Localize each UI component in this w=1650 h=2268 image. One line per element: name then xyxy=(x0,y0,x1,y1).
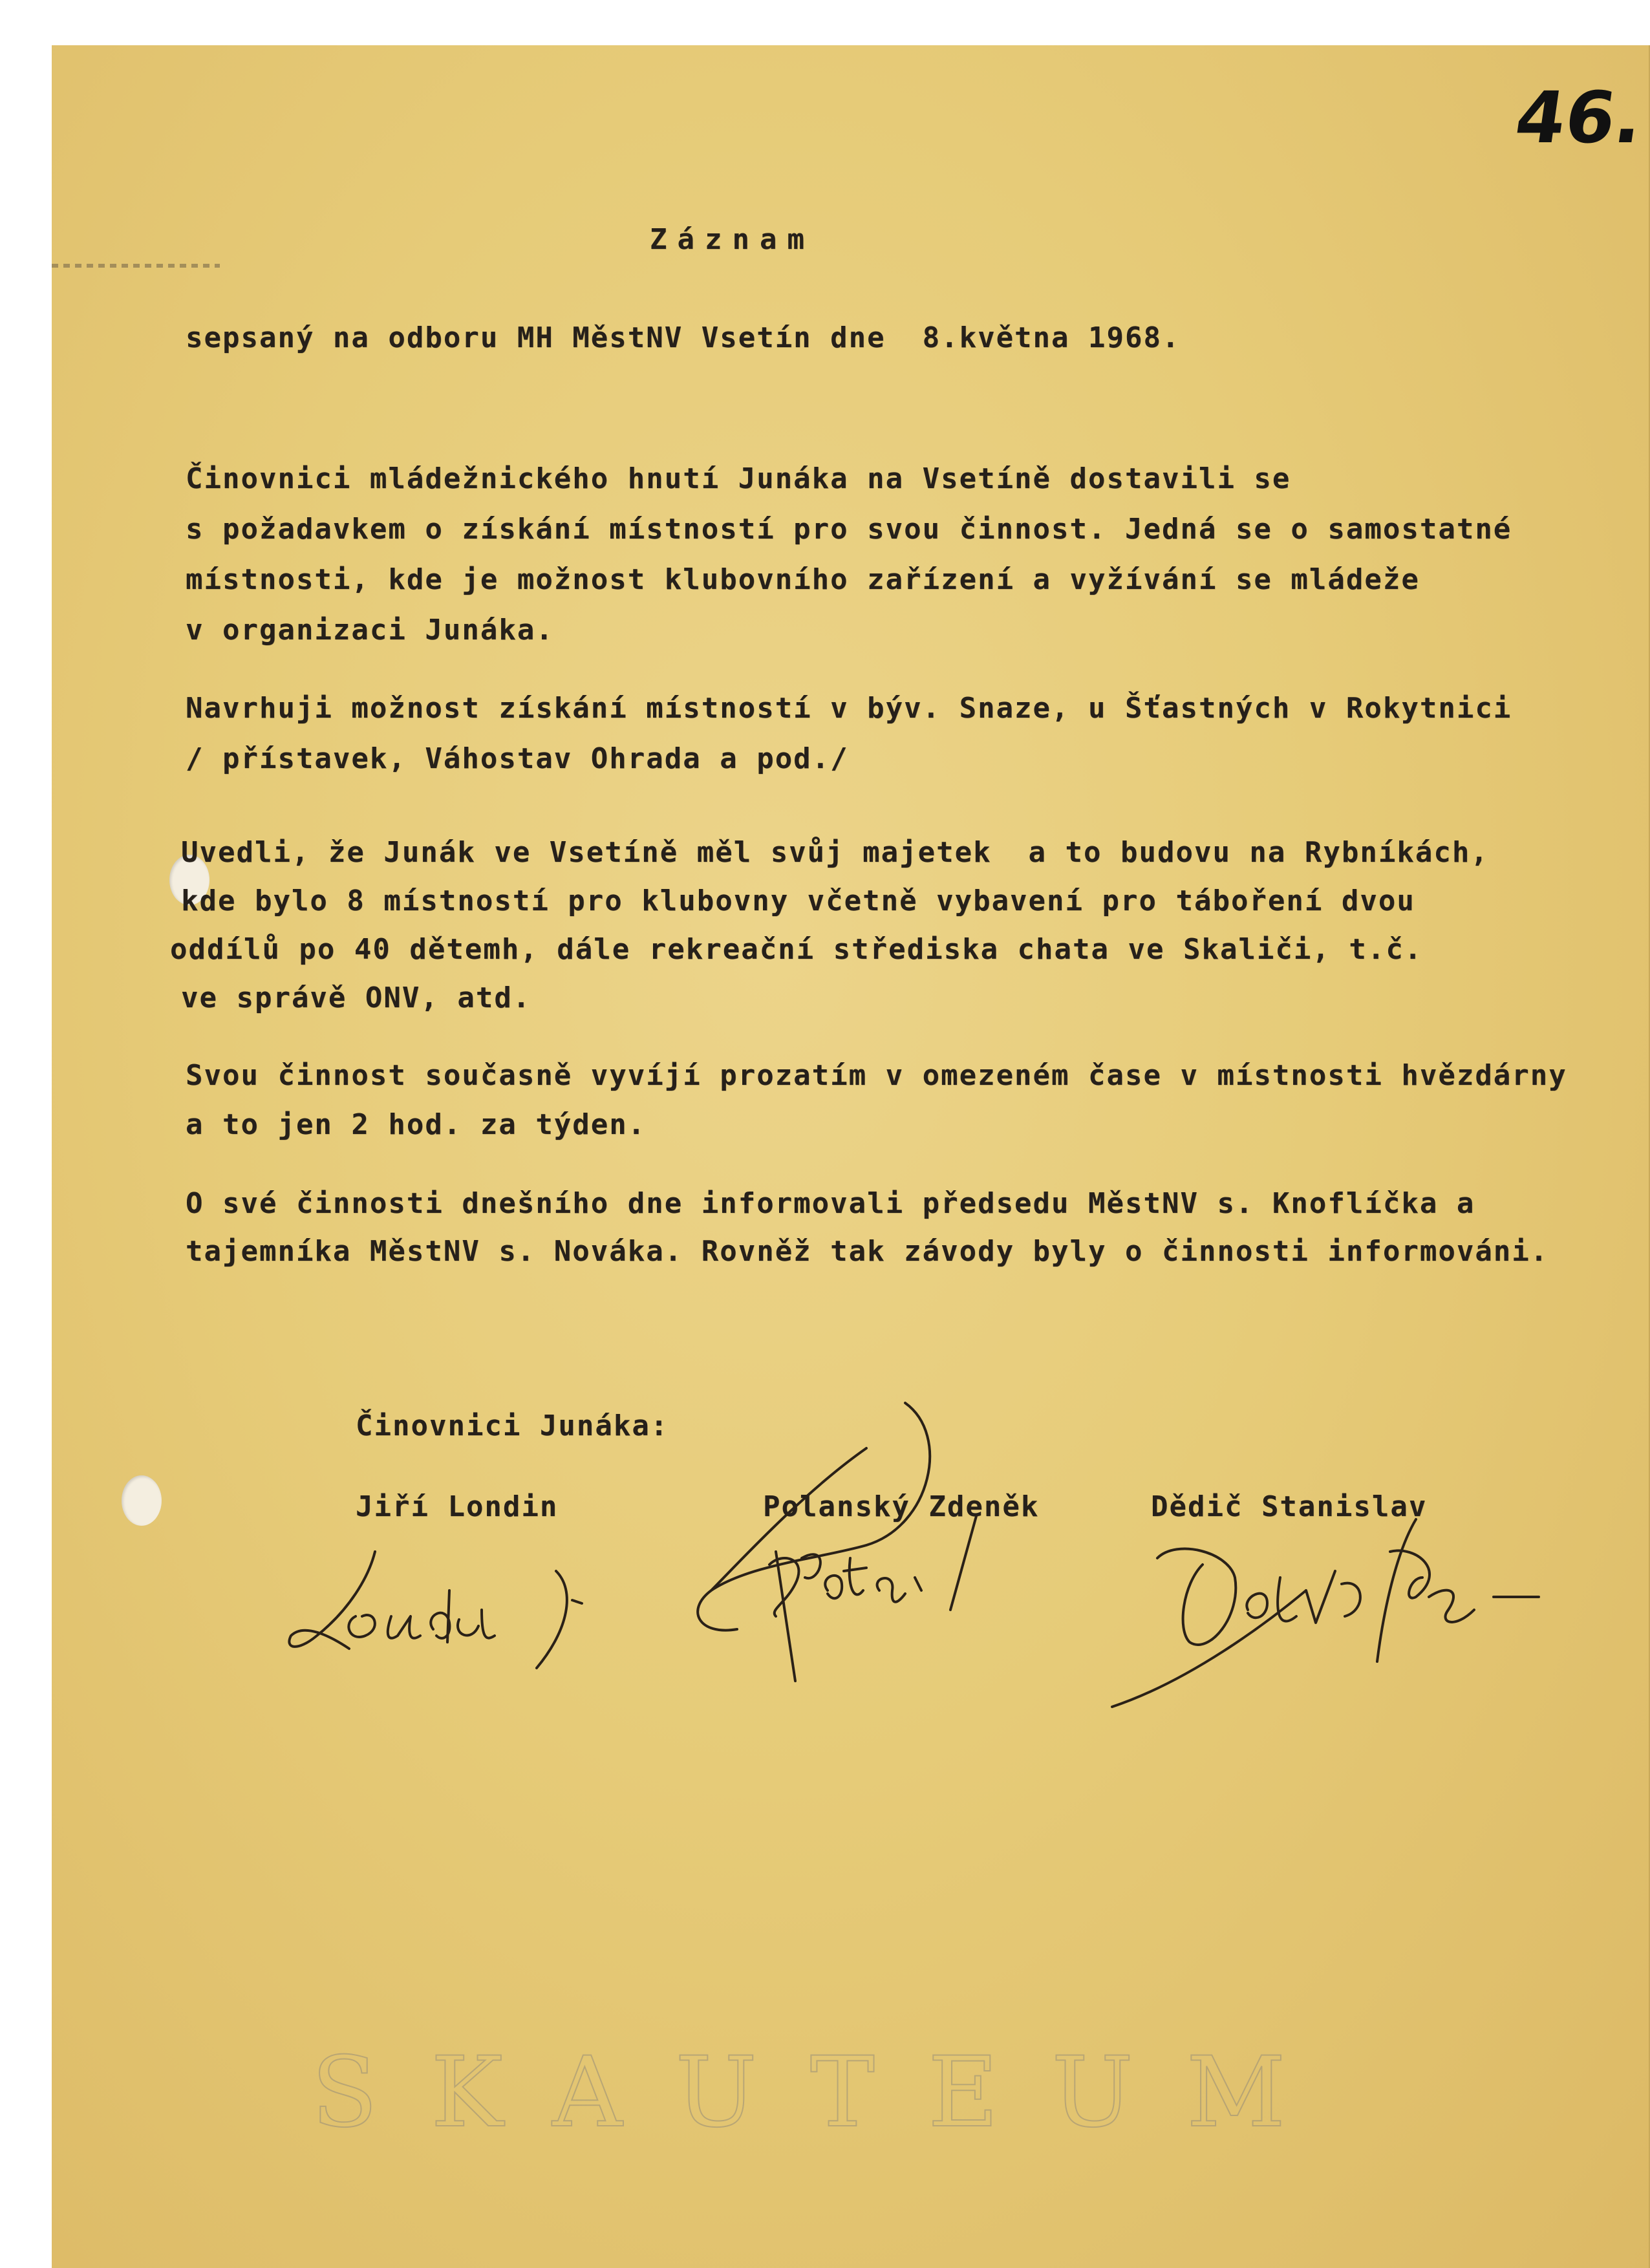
watermark: SKAUTEUM xyxy=(311,2037,1339,2149)
punch-hole-bottom xyxy=(122,1475,162,1526)
signature-dedic xyxy=(1112,1500,1565,1713)
torn-edge-mark xyxy=(52,264,220,268)
signatures-heading: Činovnici Junáka: xyxy=(356,1409,669,1442)
paragraph-line: v organizaci Junáka. xyxy=(186,614,554,647)
signatory-name-2: Polanský Zdeněk xyxy=(763,1490,1040,1523)
page-number: 46. xyxy=(1510,76,1648,159)
paragraph-line: kde bylo 8 místností pro klubovny včetně vybavení pro táboření dvou xyxy=(181,884,1415,917)
paragraph-line: Svou činnost současně vyvíjí prozatím v omezeném čase v místnosti hvězdárny xyxy=(186,1059,1567,1092)
paragraph-line: Navrhuji možnost získání místností v býv. Snaze, u Šťastných v Rokytnici xyxy=(186,692,1512,725)
paragraph-line: a to jen 2 hod. za týden. xyxy=(186,1108,647,1141)
paragraph-line: Uvedli, že Junák ve Vsetíně měl svůj majetek a to budovu na Rybníkách, xyxy=(181,836,1489,869)
document-title: Záznam xyxy=(650,223,815,256)
paragraph-line: O své činnosti dnešního dne informovali předsedu MěstNV s. Knoflíčka a xyxy=(186,1187,1475,1220)
signatory-name-3: Dědič Stanislav xyxy=(1151,1490,1428,1523)
paragraph-line: tajemníka MěstNV s. Nováka. Rovněž tak závody byly o činnosti informováni. xyxy=(186,1235,1549,1268)
document-subtitle: sepsaný na odboru MH MěstNV Vsetín dne 8.května 1968. xyxy=(186,321,1181,354)
paragraph-line: místnosti, kde je možnost klubovního zařízení a vyžívání se mládeže xyxy=(186,563,1420,596)
signature-londin xyxy=(278,1539,601,1694)
signature-polansky xyxy=(672,1396,1009,1687)
paragraph-line: s požadavkem o získání místností pro svou činnost. Jedná se o samostatné xyxy=(186,513,1512,546)
paragraph-line: oddílů po 40 dětemh, dále rekreační střediska chata ve Skaliči, t.č. xyxy=(170,933,1423,966)
paragraph-line: / přístavek, Váhostav Ohrada a pod./ xyxy=(186,742,849,775)
signatory-name-1: Jiří Londin xyxy=(356,1490,559,1523)
paragraph-line: Činovnici mládežnického hnutí Junáka na Vsetíně dostavili se xyxy=(186,462,1291,495)
document-sheet xyxy=(52,45,1650,2268)
paragraph-line: ve správě ONV, atd. xyxy=(181,981,531,1014)
